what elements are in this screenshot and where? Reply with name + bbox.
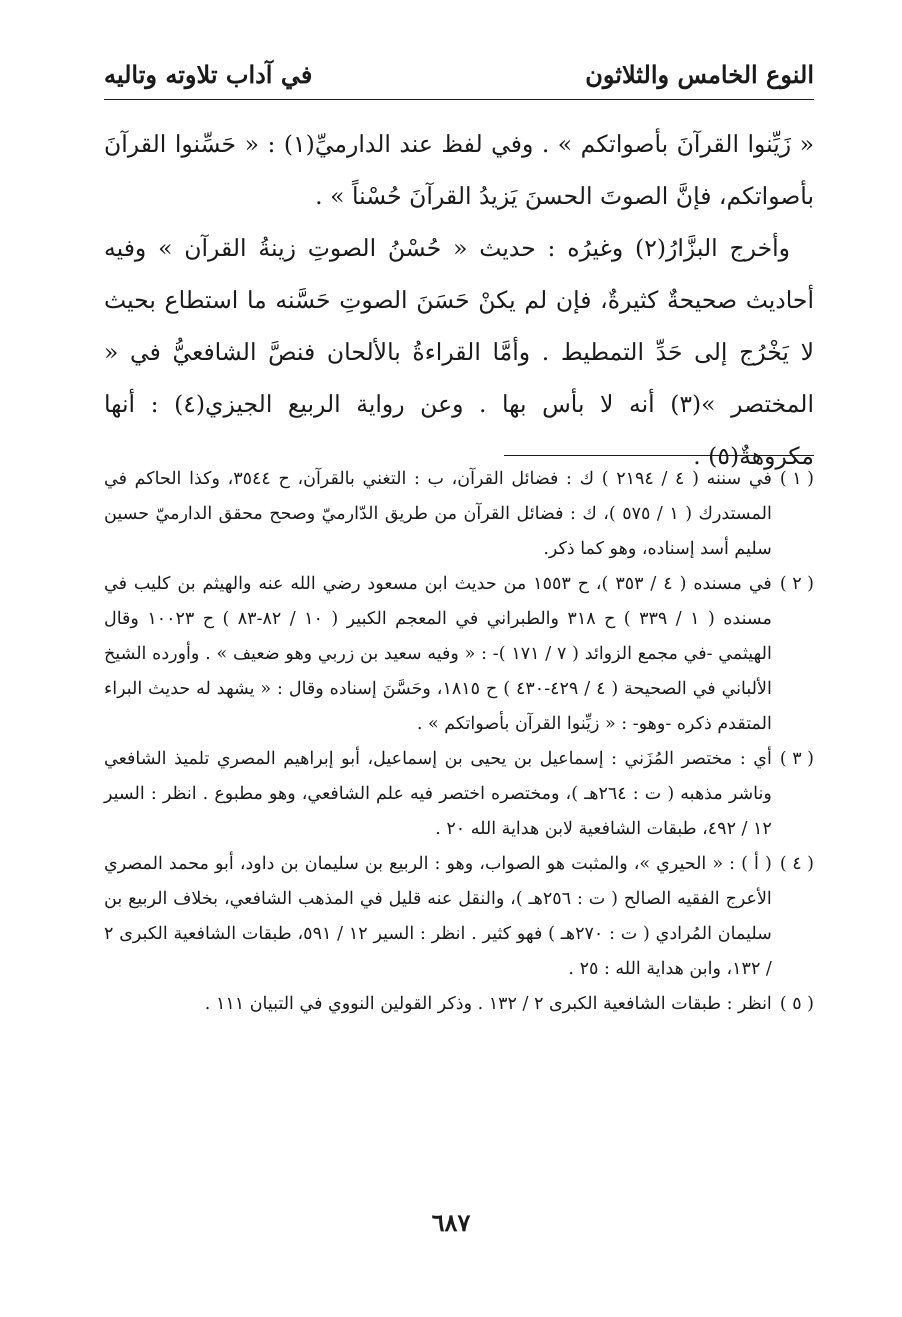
footnotes [104,462,814,1022]
footnote-number: ( ٤ ) [779,854,814,874]
footnote-5 [104,987,814,1022]
footnote-text: أي : مختصر المُزَني : إسماعيل بن يحيى بن إسماعيل، أبو إبراهيم المصري تلميذ الشافعي وناشر مذهبه ( ت : ٢٦٤هـ )، ومختصره اختصر فيه علم الشافعي، وهو مطبوع . انظر : السير ١٢ / ٤٩٢، طبقات الشافعية لابن هداية الله ٢٠ . [104,749,772,839]
footnote-number: ( ٥ ) [779,994,814,1014]
paragraph-1: « زَيِّنوا القرآنَ بأصواتكم » . وفي لفظ عند الدارميِّ(١) : « حَسِّنوا القرآنَ بأصواتكم، فإنَّ الصوتَ الحسنَ يَزيدُ القرآنَ حُسْناً » . [104,130,814,210]
running-header [104,52,814,96]
footnote-text: في مسنده ( ٤ / ٣٥٣ )، ح ١٥٥٣ من حديث ابن مسعود رضي الله عنه والهيثم بن كليب في مسنده ( ١ / ٣٣٩ ) ح ٣١٨ والطبراني في المعجم الكبير ( ١٠ / ٨٢-٨٣ ) ح ١٠٠٢٣ وقال الهيثمي -في مجمع الزوائد ( ٧ / ١٧١ )- : « وفيه سعيد بن زربي وهو ضعيف » . وأورده الشيخ الألباني في الصحيحة ( ٤ / ٤٢٩-٤٣٠ ) ح ١٨١٥، وحَسَّنَ إسناده وقال : « يشهد له حديث البراء المتقدم ذكره -وهو- : « زيِّنوا القرآن بأصواتكم » . [104,574,772,734]
page-number: ٦٨٧ [431,1208,471,1237]
footnote-2 [104,567,814,742]
main-text [104,118,814,482]
footnote-3 [104,742,814,847]
footnote-text: انظر : طبقات الشافعية الكبرى ٢ / ١٣٢ . وذكر القولين النووي في التبيان ١١١ . [204,994,772,1014]
footnote-1 [104,462,814,567]
paragraph-2: وأخرج البزَّارُ(٢) وغيرُه : حديث « حُسْنُ الصوتِ زينةُ القرآن » وفيه أحاديث صحيحةٌ كثيرةٌ، فإن لم يكنْ حَسَنَ الصوتِ حَسَّنه ما استطاع بحيث لا يَخْرُج إلى حَدِّ التمطيط . وأمَّا القراءةُ بالألحان فنصَّ الشافعيُّ في « المختصر »(٣) أنه لا بأس بها . وعن رواية الربيع الجيزي(٤) : أنها مكروهةٌ(٥) . [104,234,814,470]
footnote-text: ( أ ) : « الحيري »، والمثبت هو الصواب، وهو : الربيع بن سليمان بن داود، أبو محمد المصري الأعرج الفقيه الصالح ( ت : ٢٥٦هـ )، والنقل عنه قليل في المذهب الشافعي، بخلاف الربيع بن سليمان المُرادي ( ت : ٢٧٠هـ ) فهو كثير . انظر : السير ١٢ / ٥٩١، طبقات الشافعية الكبرى ٢ / ١٣٢، وابن هداية الله : ٢٥ . [104,854,772,979]
footnote-number: ( ٣ ) [779,749,814,769]
footnote-text: في سننه ( ٤ / ٢١٩٤ ) ك : فضائل القرآن، ب : التغني بالقرآن، ح ٣٥٤٤، وكذا الحاكم في المستدرك ( ١ / ٥٧٥ )، ك : فضائل القرآن من طريق الدّارميّ وصحح محقق الدارميّ حسين سليم أسد إسناده، وهو كما ذكر. [104,469,772,559]
section-title: في آداب تلاوته وتاليه [104,59,313,89]
footnote-4 [104,847,814,987]
footnote-rule [504,455,814,456]
footnote-number: ( ١ ) [779,469,814,489]
footnote-number: ( ٢ ) [779,574,814,594]
header-rule [104,99,814,100]
chapter-title: النوع الخامس والثلاثون [585,59,814,89]
